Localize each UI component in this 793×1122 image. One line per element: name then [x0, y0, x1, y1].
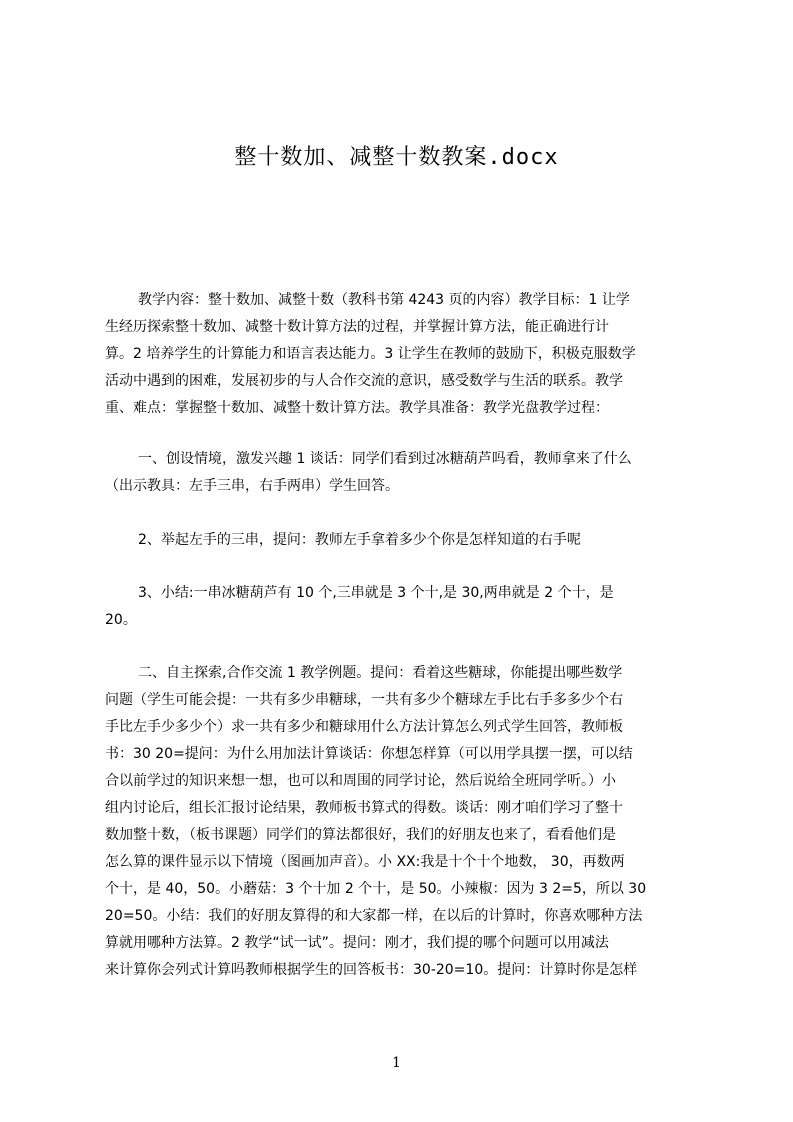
text-line: （出示教具：左手三串，右手两串）学生回答。 [105, 478, 399, 494]
paragraph-step-three [105, 580, 698, 634]
text-line: 数加整十数，（板书课题）同学们的算法都很好，我们的好朋友也来了，看看他们是 [105, 827, 616, 843]
document-title: 整十数加、减整十数教案.docx [234, 145, 559, 170]
page-number: 1 [392, 1055, 401, 1071]
paragraph-section-two [105, 660, 698, 984]
text-line: 一、创设情境，激发兴趣 1 谈话：同学们看到过冰糖葫芦吗看，教师拿来了什么 [138, 451, 632, 467]
text-line: 活动中遇到的困难，发展初步的与人合作交流的意识，感受数学与生活的联系。教学 [105, 373, 623, 389]
text-line: 二、自主探索,合作交流 1 教学例题。提问：看着这些糖球，你能提出哪些数学 [138, 665, 623, 681]
text-line: 算就用哪种方法算。2 教学“试一试”。提问：刚才，我们提的哪个问题可以用减法 [105, 935, 609, 951]
text-line: 20=50。小结：我们的好朋友算得的和大家都一样，在以后的计算时，你喜欢哪种方法 [105, 908, 643, 924]
text-line: 2、举起左手的三串，提问：教师左手拿着多少个你是怎样知道的右手呢 [138, 532, 581, 548]
text-line: 书：30 20=提问：为什么用加法计算谈话：你想怎样算（可以用学具摆一摆，可以结 [105, 746, 633, 762]
text-line: 20。 [105, 612, 137, 628]
paragraph-step-two [105, 527, 698, 554]
text-line: 个十，是 40，50。小蘑菇：3 个十加 2 个十，是 50。小辣椒：因为 3 2=5，所以 30 [105, 881, 647, 897]
text-line: 怎么算的课件显示以下情境（图画加声音）。小 XX:我是十个十个地数， 30，再数两 [105, 854, 625, 870]
text-line: 算。2 培养学生的计算能力和语言表达能力。3 让学生在教师的鼓励下，积极克服数学 [105, 346, 636, 362]
text-line: 3、小结:一串冰糖葫芦有 10 个,三串就是 3 个十,是 30,两串就是 2 个十，是 [138, 585, 614, 601]
text-line: 组内讨论后，组长汇报讨论结果，教师板书算式的得数。谈话：刚才咱们学习了整十 [105, 800, 623, 816]
text-line: 生经历探索整十数加、减整十数计算方法的过程，并掌握计算方法，能正确进行计 [105, 319, 609, 335]
text-line: 手比左手少多少个）求一共有多少和糖球用什么方法计算怎么列式学生回答，教师板 [105, 719, 623, 735]
text-line: 重、难点：掌握整十数加、减整十数计算方法。教学具准备：教学光盘教学过程： [105, 400, 609, 416]
paragraph-section-one [105, 446, 698, 500]
text-line: 问题（学生可能会提：一共有多少串糖球，一共有多少个糖球左手比右手多多少个右 [105, 692, 623, 708]
text-line: 来计算你会列式计算吗教师根据学生的回答板书：30-20=10。提问：计算时你是怎样 [105, 962, 638, 978]
text-line: 合以前学过的知识来想一想，也可以和周围的同学讨论，然后说给全班同学听。）小 [105, 773, 616, 789]
text-line: 教学内容：整十数加、减整十数（教科书第 4243 页的内容）教学目标：1 让学 [138, 292, 630, 308]
paragraph-teaching-content [105, 287, 698, 422]
